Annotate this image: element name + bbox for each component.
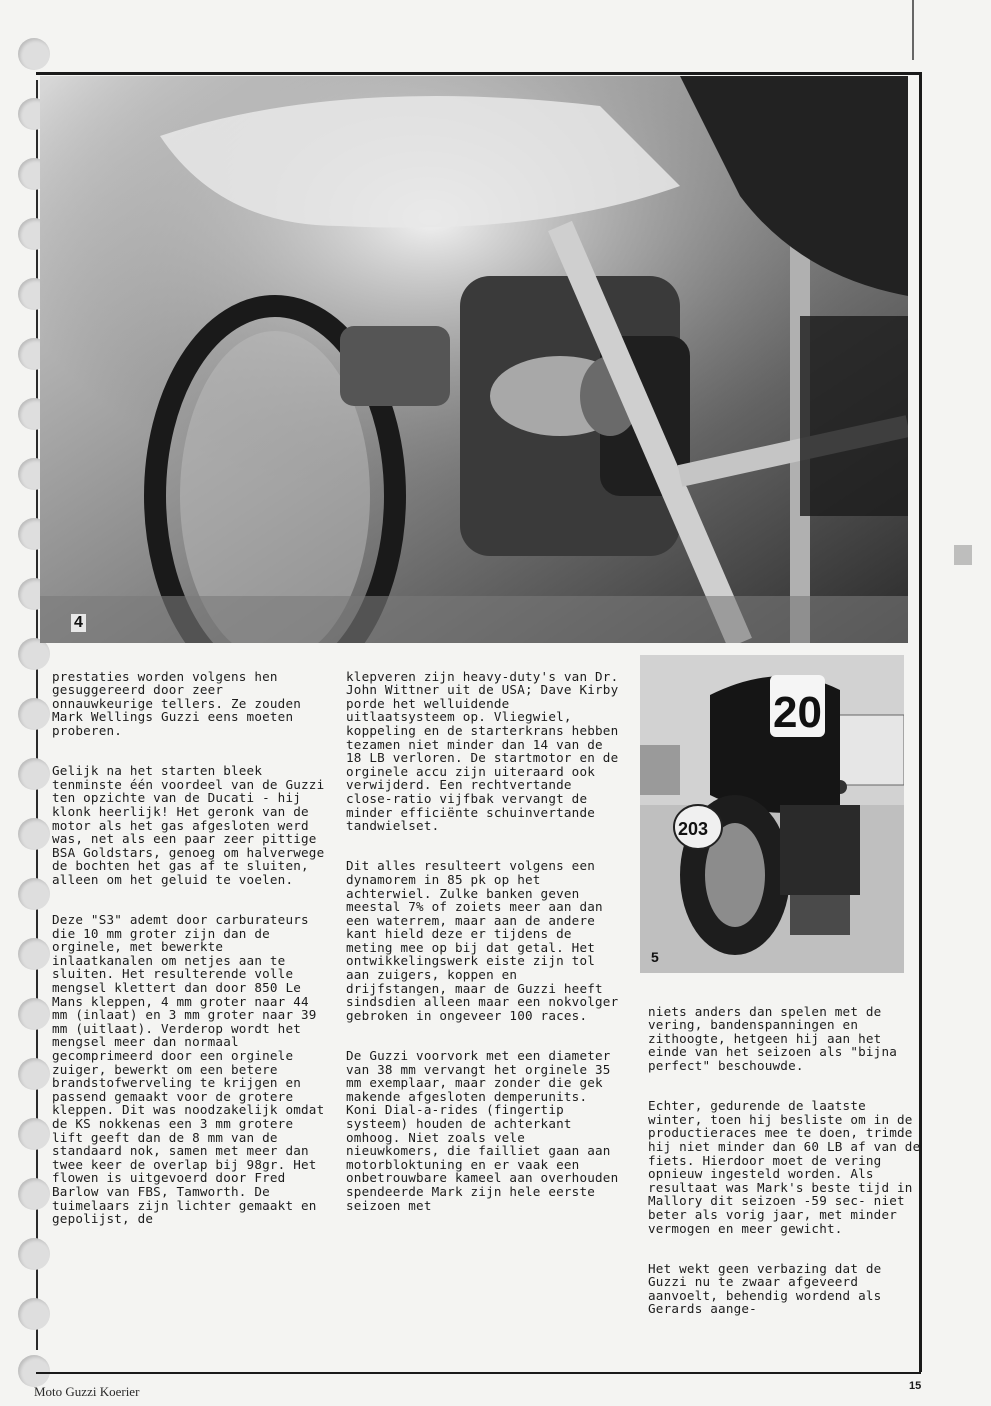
top-border — [36, 72, 921, 75]
binding-hole — [18, 938, 50, 970]
page-edge — [912, 0, 914, 60]
engine-photo-image — [40, 76, 908, 643]
binding-hole — [18, 818, 50, 850]
text-column-1 — [52, 656, 328, 1252]
figure-number-small: 5 — [651, 949, 659, 965]
edge-smudge — [954, 545, 972, 565]
race-number-top: 20 — [773, 688, 822, 737]
binding-hole — [18, 878, 50, 910]
paragraph: Echter, gedurende de laatste winter, toen hij besliste om in de productieraces mee te doen, trimde hij niet minder dan 60 LB af van de fiets. Hierdoor moet de vering opnieuw ingesteld worden. Als resultaat was Mark's beste tijd in Mallory dit seizoen -59 sec- niet beter als vorig jaar, met minder vermogen en meer gewicht. — [648, 1098, 921, 1236]
binding-hole — [18, 1118, 50, 1150]
engine-photo — [40, 76, 908, 643]
binding-hole — [18, 38, 50, 70]
bottom-border — [36, 1372, 921, 1374]
binding-hole — [18, 998, 50, 1030]
figure-number: 4 — [71, 614, 86, 632]
paragraph: niets anders dan spelen met de vering, bandenspanningen en zithoogte, hetgeen hij aan het einde van het seizoen als "bijna perfect" beschouwde. — [648, 1003, 898, 1073]
binding-hole — [18, 1058, 50, 1090]
racebike-photo — [640, 655, 904, 973]
paragraph: Het wekt geen verbazing dat de Guzzi nu te zwaar afgeveerd aanvoelt, behendig wordend als Gerards aange- — [648, 1260, 882, 1317]
text-column-2 — [346, 656, 626, 1239]
racebike-photo-image — [640, 655, 904, 973]
binding-hole — [18, 1238, 50, 1270]
paragraph: Gelijk na het starten bleek tenminste één voordeel van de Guzzi ten opzichte van de Ducati - hij klonk heerlijk! Het geronk van de motor als het gas afgesloten werd was, net als een paar zeer pittige BSA Goldstars, genoeg om halverwege de bochten het gas af te sluiten, alleen om het geluid te voelen. — [52, 763, 325, 887]
paragraph: klepveren zijn heavy-duty's van Dr. John Wittner uit de USA; Dave Kirby porde het welluidende uitlaatsysteem op. Vliegwiel, koppeling en de starterkrans hebben tezamen niet minder dan 14 van de 18 LB verloren. De startmotor en de orginele accu zijn uiteraard ook verwijderd. Een rechtvertande close-ratio vijfbak vervangt de minder efficiënte schuinvertande tandwielset. — [346, 668, 619, 834]
binding-hole — [18, 1178, 50, 1210]
paragraph: De Guzzi voorvork met een diameter van 38 mm vervangt het orginele 35 mm exemplaar, maar zonder die gek makende afgesloten demperunits. Koni Dial-a-rides (fingertip systeem) houden de achterkant omhoog. Niet zoals vele nieuwkomers, die failliet gaan aan motorbloktuning en er vaak een onbetrouwbare kameel aan overhouden spendeerde Mark zijn hele eerste seizoen met — [346, 1048, 619, 1213]
text-column-3 — [648, 991, 924, 1343]
paragraph: Dit alles resulteert volgens een dynamorem in 85 pk op het achterwiel. Zulke banken geven meestal 7% of zoiets meer aan dan een waterrem, maar aan de andere kant hield deze er tijdens de meting mee op bij dat getal. Het ontwikkelingswerk eiste zijn tol aan zuigers, koppen en drijfstangen, maar de Guzzi heeft sindsdien alleen maar een nokvolger gebroken in ongeveer 100 races. — [346, 858, 619, 1023]
page-number: 15 — [909, 1380, 922, 1392]
binding-hole — [18, 758, 50, 790]
binding-hole — [18, 1355, 50, 1387]
paragraph: Deze "S3" ademt door carburateurs die 10 mm groter zijn dan de orginele, met bewerkte inlaatkanalen om netjes aan te sluiten. Het resulterende volle mengsel klettert dan door 850 Le Mans kleppen, 4 mm groter naar 44 mm (inlaat) en 3 mm groter naar 39 mm (uitlaat). Verderop wordt het mengsel meer dan normaal gecomprimeerd door een orginele zuiger, bewerkt om een betere brandstofwerveling te krijgen en passend gemaakt voor de grotere kleppen. Dit was noodzakelijk omdat de KS nokkenas een 3 mm grotere lift geeft dan de 8 mm van de standaard nok, samen met meer dan twee keer de overlap bij 98gr. Het flowen is uitgevoerd door Fred Barlow van FBS, Tamworth. De tuimelaars zijn lichter gemaakt en gepolijst, de — [52, 912, 325, 1227]
binding-hole — [18, 698, 50, 730]
paragraph: prestaties worden volgens hen gesuggereerd door zeer onnauwkeurige tellers. Ze zouden Mark Wellings Guzzi eens moeten proberen. — [52, 668, 302, 738]
publication-title: Moto Guzzi Koerier — [34, 1384, 140, 1399]
binding-hole — [18, 1298, 50, 1330]
race-number-front: 203 — [678, 819, 709, 839]
